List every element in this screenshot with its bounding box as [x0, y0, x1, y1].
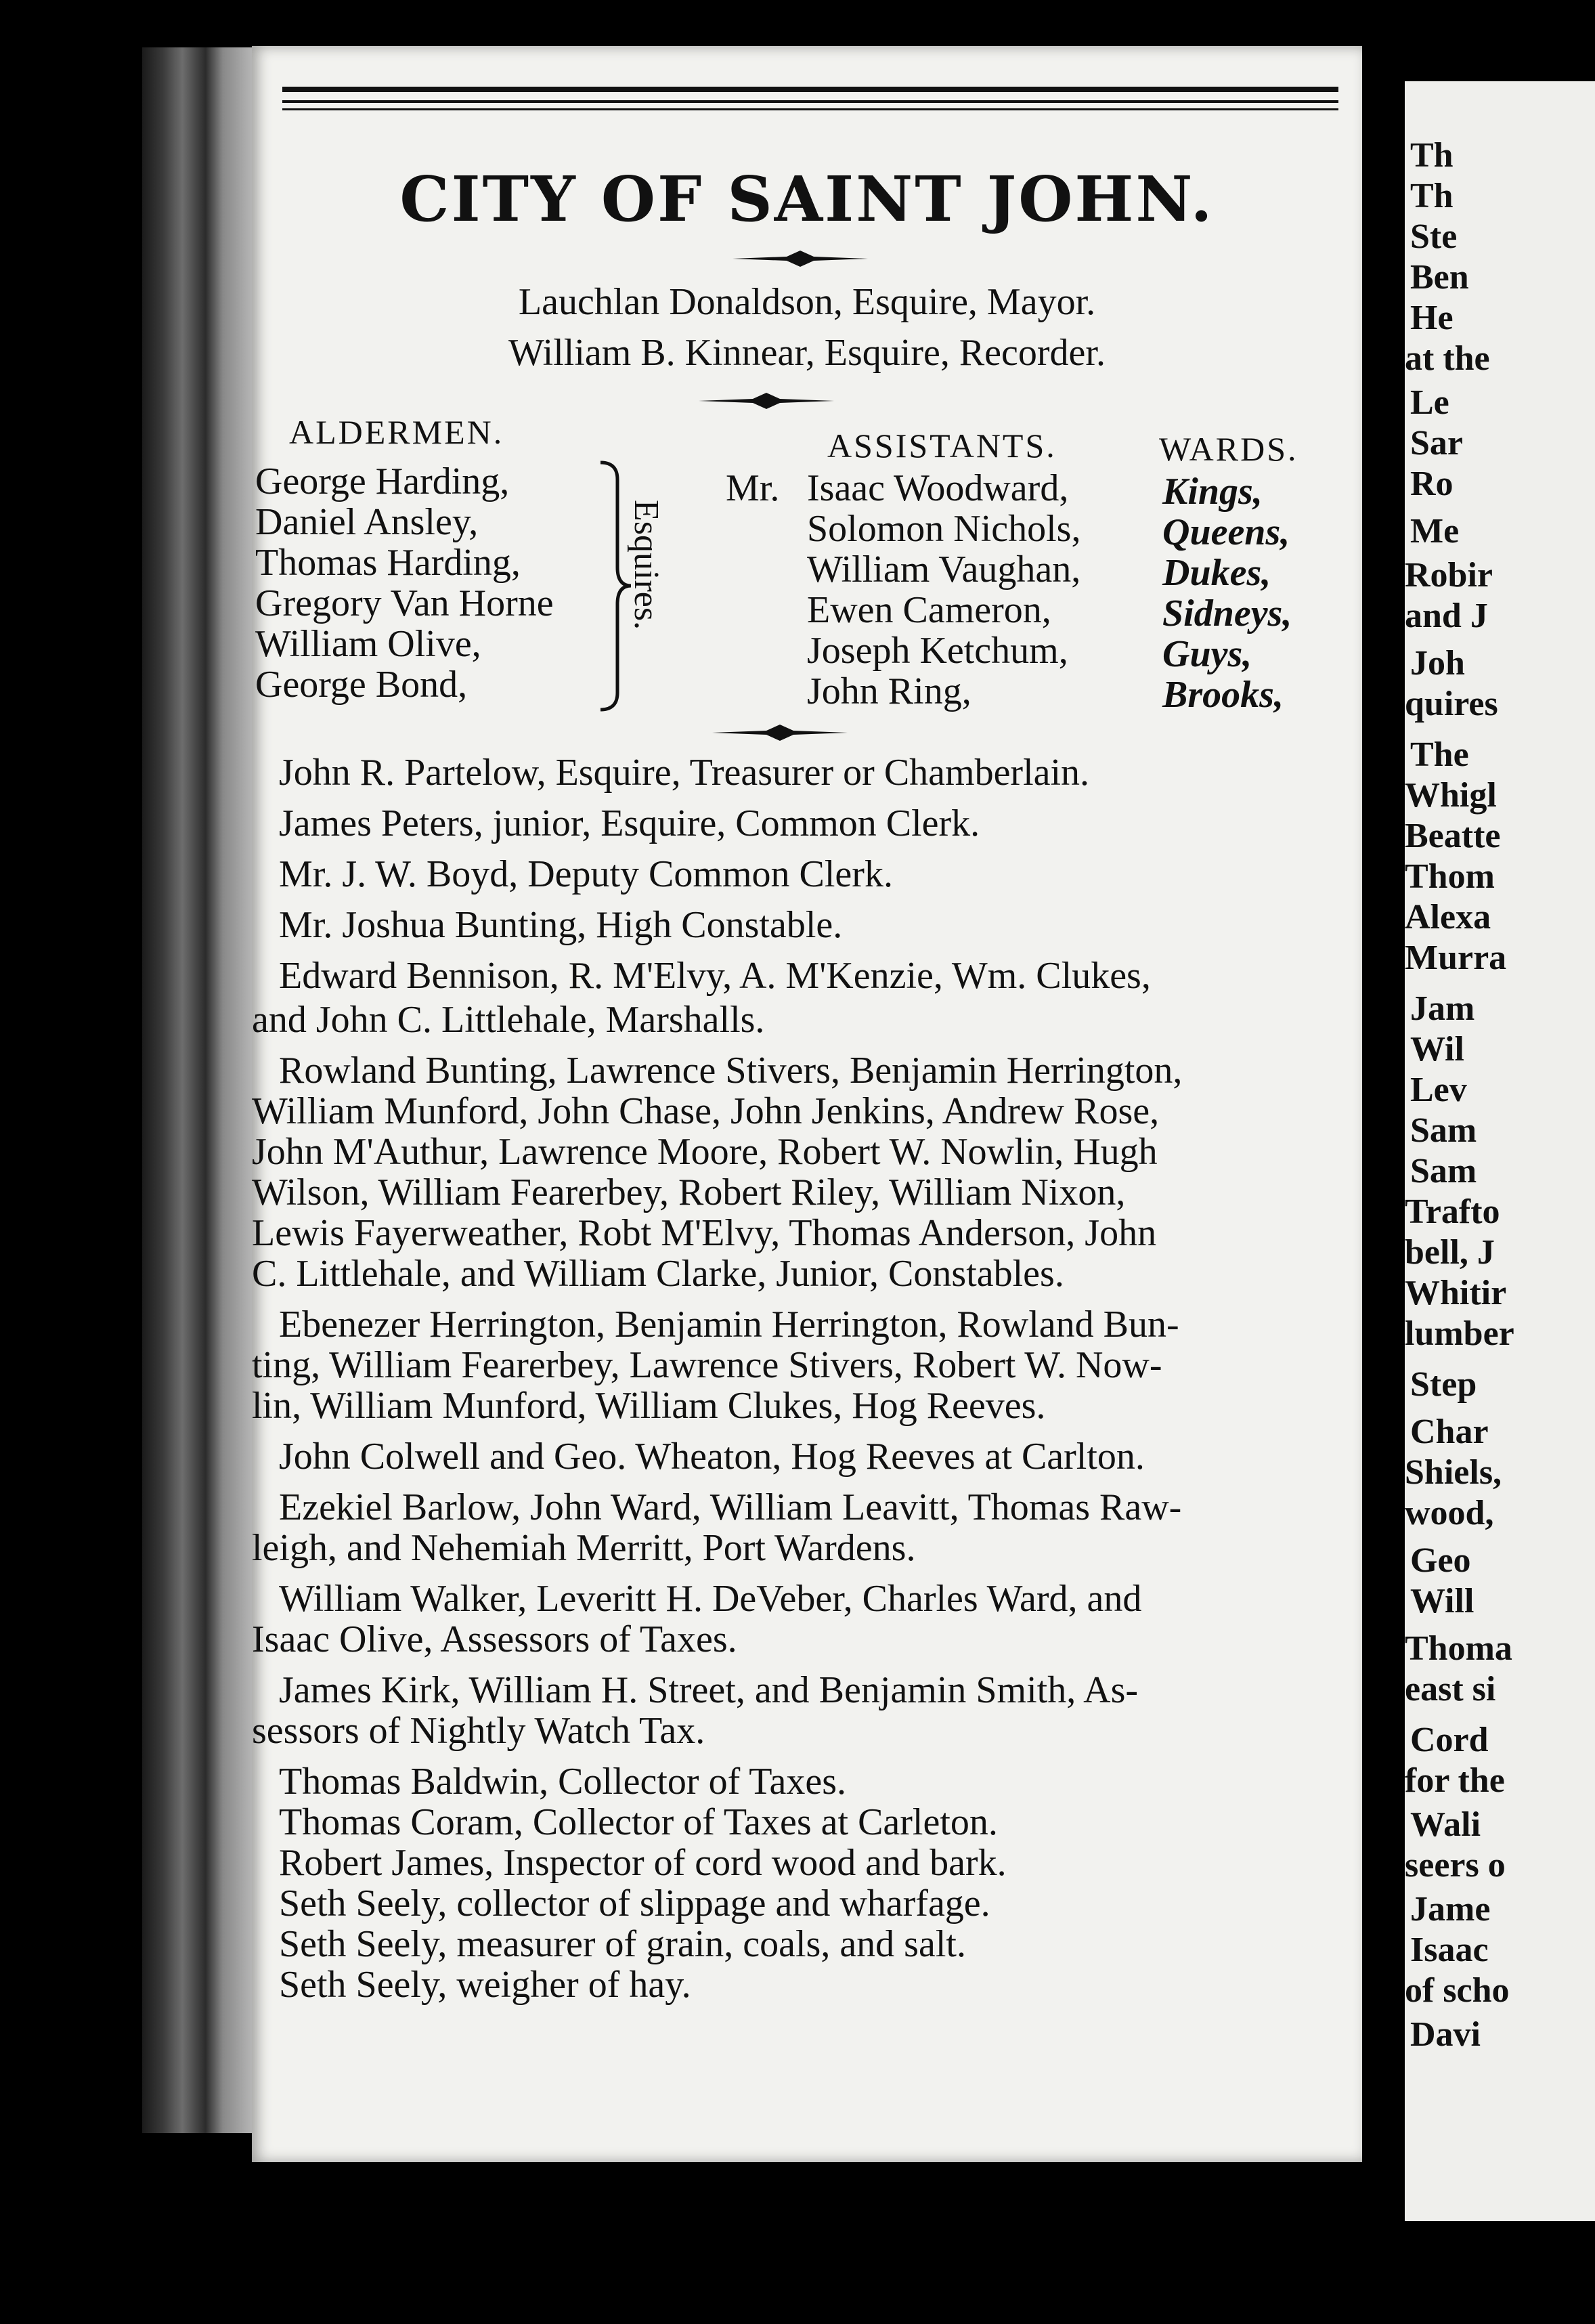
- fragment-line: Will: [1410, 1582, 1474, 1620]
- officer-line: Robert James, Inspector of cord wood and bark.: [279, 1842, 1007, 1884]
- fragment-line: Geo: [1410, 1541, 1471, 1580]
- fragment-line: Jam: [1410, 989, 1475, 1028]
- fragment-line: Davi: [1410, 2015, 1481, 2054]
- fragment-line: Ben: [1410, 258, 1469, 297]
- fragment-line: Joh: [1410, 644, 1465, 683]
- assistant-name: Joseph Ketchum,: [807, 630, 1068, 672]
- ward-name: Kings,: [1162, 471, 1263, 513]
- top-rule-thin: [282, 108, 1338, 110]
- ward-name: Brooks,: [1162, 674, 1284, 716]
- mr-prefix: Mr.: [726, 467, 780, 509]
- assistant-name: William Vaughan,: [807, 548, 1081, 590]
- fragment-line: Lev: [1410, 1071, 1467, 1109]
- ornament-divider: [712, 723, 848, 742]
- fragment-line: Alexa: [1405, 898, 1491, 937]
- fragment-line: seers o: [1405, 1846, 1506, 1885]
- officer-line: Isaac Olive, Assessors of Taxes.: [252, 1618, 737, 1660]
- assistant-name: John Ring,: [807, 670, 971, 712]
- fragment-line: bell, J: [1405, 1233, 1495, 1272]
- ward-name: Dukes,: [1162, 552, 1271, 594]
- assistant-name: Isaac Woodward,: [807, 467, 1069, 509]
- alderman-name: George Bond,: [255, 664, 468, 706]
- fragment-line: Sar: [1410, 424, 1463, 462]
- fragment-line: Cord: [1410, 1721, 1489, 1759]
- fragment-line: Le: [1410, 383, 1449, 422]
- fragment-line: Char: [1410, 1413, 1489, 1451]
- fragment-line: at the: [1405, 339, 1490, 378]
- fragment-line: Step: [1410, 1365, 1477, 1404]
- fragment-line: for the: [1405, 1761, 1505, 1800]
- fragment-line: Sam: [1410, 1152, 1477, 1190]
- aldermen-header: ALDERMEN.: [289, 413, 504, 451]
- document-page: [252, 46, 1362, 2162]
- officer-line: lin, William Munford, William Clukes, Hog Reeves.: [252, 1385, 1046, 1427]
- officer-line: Ezekiel Barlow, John Ward, William Leavitt, Thomas Raw-: [279, 1486, 1182, 1528]
- fragment-line: Th: [1410, 136, 1454, 175]
- officer-line: John Colwell and Geo. Wheaton, Hog Reeves at Carlton.: [279, 1436, 1145, 1478]
- mayor-line: Lauchlan Donaldson, Esquire, Mayor.: [518, 281, 1096, 323]
- alderman-name: Thomas Harding,: [255, 542, 521, 584]
- page-title: CITY OF SAINT JOHN.: [399, 163, 1215, 236]
- wards-header: WARDS.: [1159, 430, 1298, 468]
- officer-line: Wilson, William Fearerbey, Robert Riley, William Nixon,: [252, 1171, 1126, 1213]
- fragment-line: of scho: [1405, 1971, 1510, 2010]
- fragment-line: Wil: [1410, 1030, 1464, 1069]
- fragment-line: He: [1410, 299, 1454, 337]
- officer-line: Thomas Coram, Collector of Taxes at Carleton.: [279, 1801, 998, 1843]
- alderman-name: Daniel Ansley,: [255, 501, 479, 543]
- officer-line: ting, William Fearerbey, Lawrence Stivers, Robert W. Now-: [252, 1344, 1162, 1386]
- fragment-line: Ro: [1410, 465, 1454, 503]
- ward-name: Sidneys,: [1162, 593, 1292, 634]
- officer-line: and John C. Littlehale, Marshalls.: [252, 999, 765, 1041]
- fragment-line: Wali: [1410, 1805, 1481, 1844]
- assistants-header: ASSISTANTS.: [827, 427, 1057, 465]
- officer-line: Thomas Baldwin, Collector of Taxes.: [279, 1761, 847, 1803]
- officer-line: Rowland Bunting, Lawrence Stivers, Benjamin Herrington,: [279, 1050, 1183, 1092]
- officer-line: Seth Seely, weigher of hay.: [279, 1964, 691, 2006]
- officer-line: sessors of Nightly Watch Tax.: [252, 1710, 705, 1752]
- ward-name: Queens,: [1162, 511, 1290, 553]
- fragment-line: Thoma: [1405, 1629, 1512, 1668]
- officer-line: C. Littlehale, and William Clarke, Junior, Constables.: [252, 1253, 1064, 1295]
- officer-line: Edward Bennison, R. M'Elvy, A. M'Kenzie, Wm. Clukes,: [279, 955, 1151, 997]
- assistant-name: Solomon Nichols,: [807, 508, 1081, 550]
- officer-line: Lewis Fayerweather, Robt M'Elvy, Thomas Anderson, John: [252, 1212, 1157, 1254]
- officer-line: William Munford, John Chase, John Jenkins, Andrew Rose,: [252, 1090, 1160, 1132]
- fragment-line: Robir: [1405, 556, 1493, 595]
- fragment-line: Murra: [1405, 939, 1507, 977]
- fragment-line: Me: [1410, 512, 1460, 551]
- fragment-line: Shiels,: [1405, 1453, 1502, 1492]
- alderman-name: George Harding,: [255, 460, 510, 502]
- fragment-line: Whigl: [1405, 776, 1497, 815]
- alderman-name: Gregory Van Horne: [255, 582, 554, 624]
- fragment-line: east si: [1405, 1670, 1496, 1708]
- ornament-divider: [699, 391, 834, 410]
- fragment-line: quires: [1405, 685, 1498, 723]
- officer-line: Mr. J. W. Boyd, Deputy Common Clerk.: [279, 853, 893, 895]
- officer-line: John R. Partelow, Esquire, Treasurer or Chamberlain.: [279, 752, 1090, 794]
- book-spine: [142, 47, 257, 2133]
- officer-line: James Peters, junior, Esquire, Common Clerk.: [279, 802, 980, 844]
- fragment-line: Beatte: [1405, 817, 1501, 855]
- ornament-divider: [733, 249, 868, 268]
- adjacent-page-fragment: [1405, 81, 1595, 2221]
- officer-line: leigh, and Nehemiah Merritt, Port Wardens.: [252, 1527, 916, 1569]
- fragment-line: Ste: [1410, 217, 1458, 256]
- assistant-name: Ewen Cameron,: [807, 589, 1051, 631]
- officer-line: James Kirk, William H. Street, and Benjamin Smith, As-: [279, 1669, 1139, 1711]
- fragment-line: Isaac: [1410, 1931, 1489, 1969]
- fragment-line: Whitir: [1405, 1274, 1507, 1312]
- fragment-line: Th: [1410, 177, 1454, 215]
- fragment-line: Sam: [1410, 1111, 1477, 1150]
- officer-line: John M'Authur, Lawrence Moore, Robert W. Nowlin, Hugh: [252, 1131, 1158, 1173]
- officer-line: Seth Seely, collector of slippage and wharfage.: [279, 1882, 990, 1924]
- top-rule-thin: [282, 100, 1338, 103]
- officer-line: Ebenezer Herrington, Benjamin Herrington, Rowland Bun-: [279, 1304, 1179, 1346]
- fragment-line: wood,: [1405, 1494, 1494, 1532]
- fragment-line: lumber: [1405, 1314, 1514, 1353]
- officer-line: William Walker, Leveritt H. DeVeber, Charles Ward, and: [279, 1578, 1142, 1620]
- fragment-line: The: [1410, 735, 1469, 774]
- fragment-line: Trafto: [1405, 1192, 1500, 1231]
- officer-line: Mr. Joshua Bunting, High Constable.: [279, 904, 843, 946]
- alderman-name: William Olive,: [255, 623, 481, 665]
- fragment-line: and J: [1405, 597, 1488, 635]
- officer-line: Seth Seely, measurer of grain, coals, and salt.: [279, 1923, 966, 1965]
- fragment-line: Jame: [1410, 1890, 1491, 1929]
- ward-name: Guys,: [1162, 633, 1252, 675]
- esquires-label: Esquires.: [627, 500, 665, 630]
- top-rule: [282, 87, 1338, 92]
- fragment-line: Thom: [1405, 857, 1495, 896]
- recorder-line: William B. Kinnear, Esquire, Recorder.: [508, 332, 1106, 374]
